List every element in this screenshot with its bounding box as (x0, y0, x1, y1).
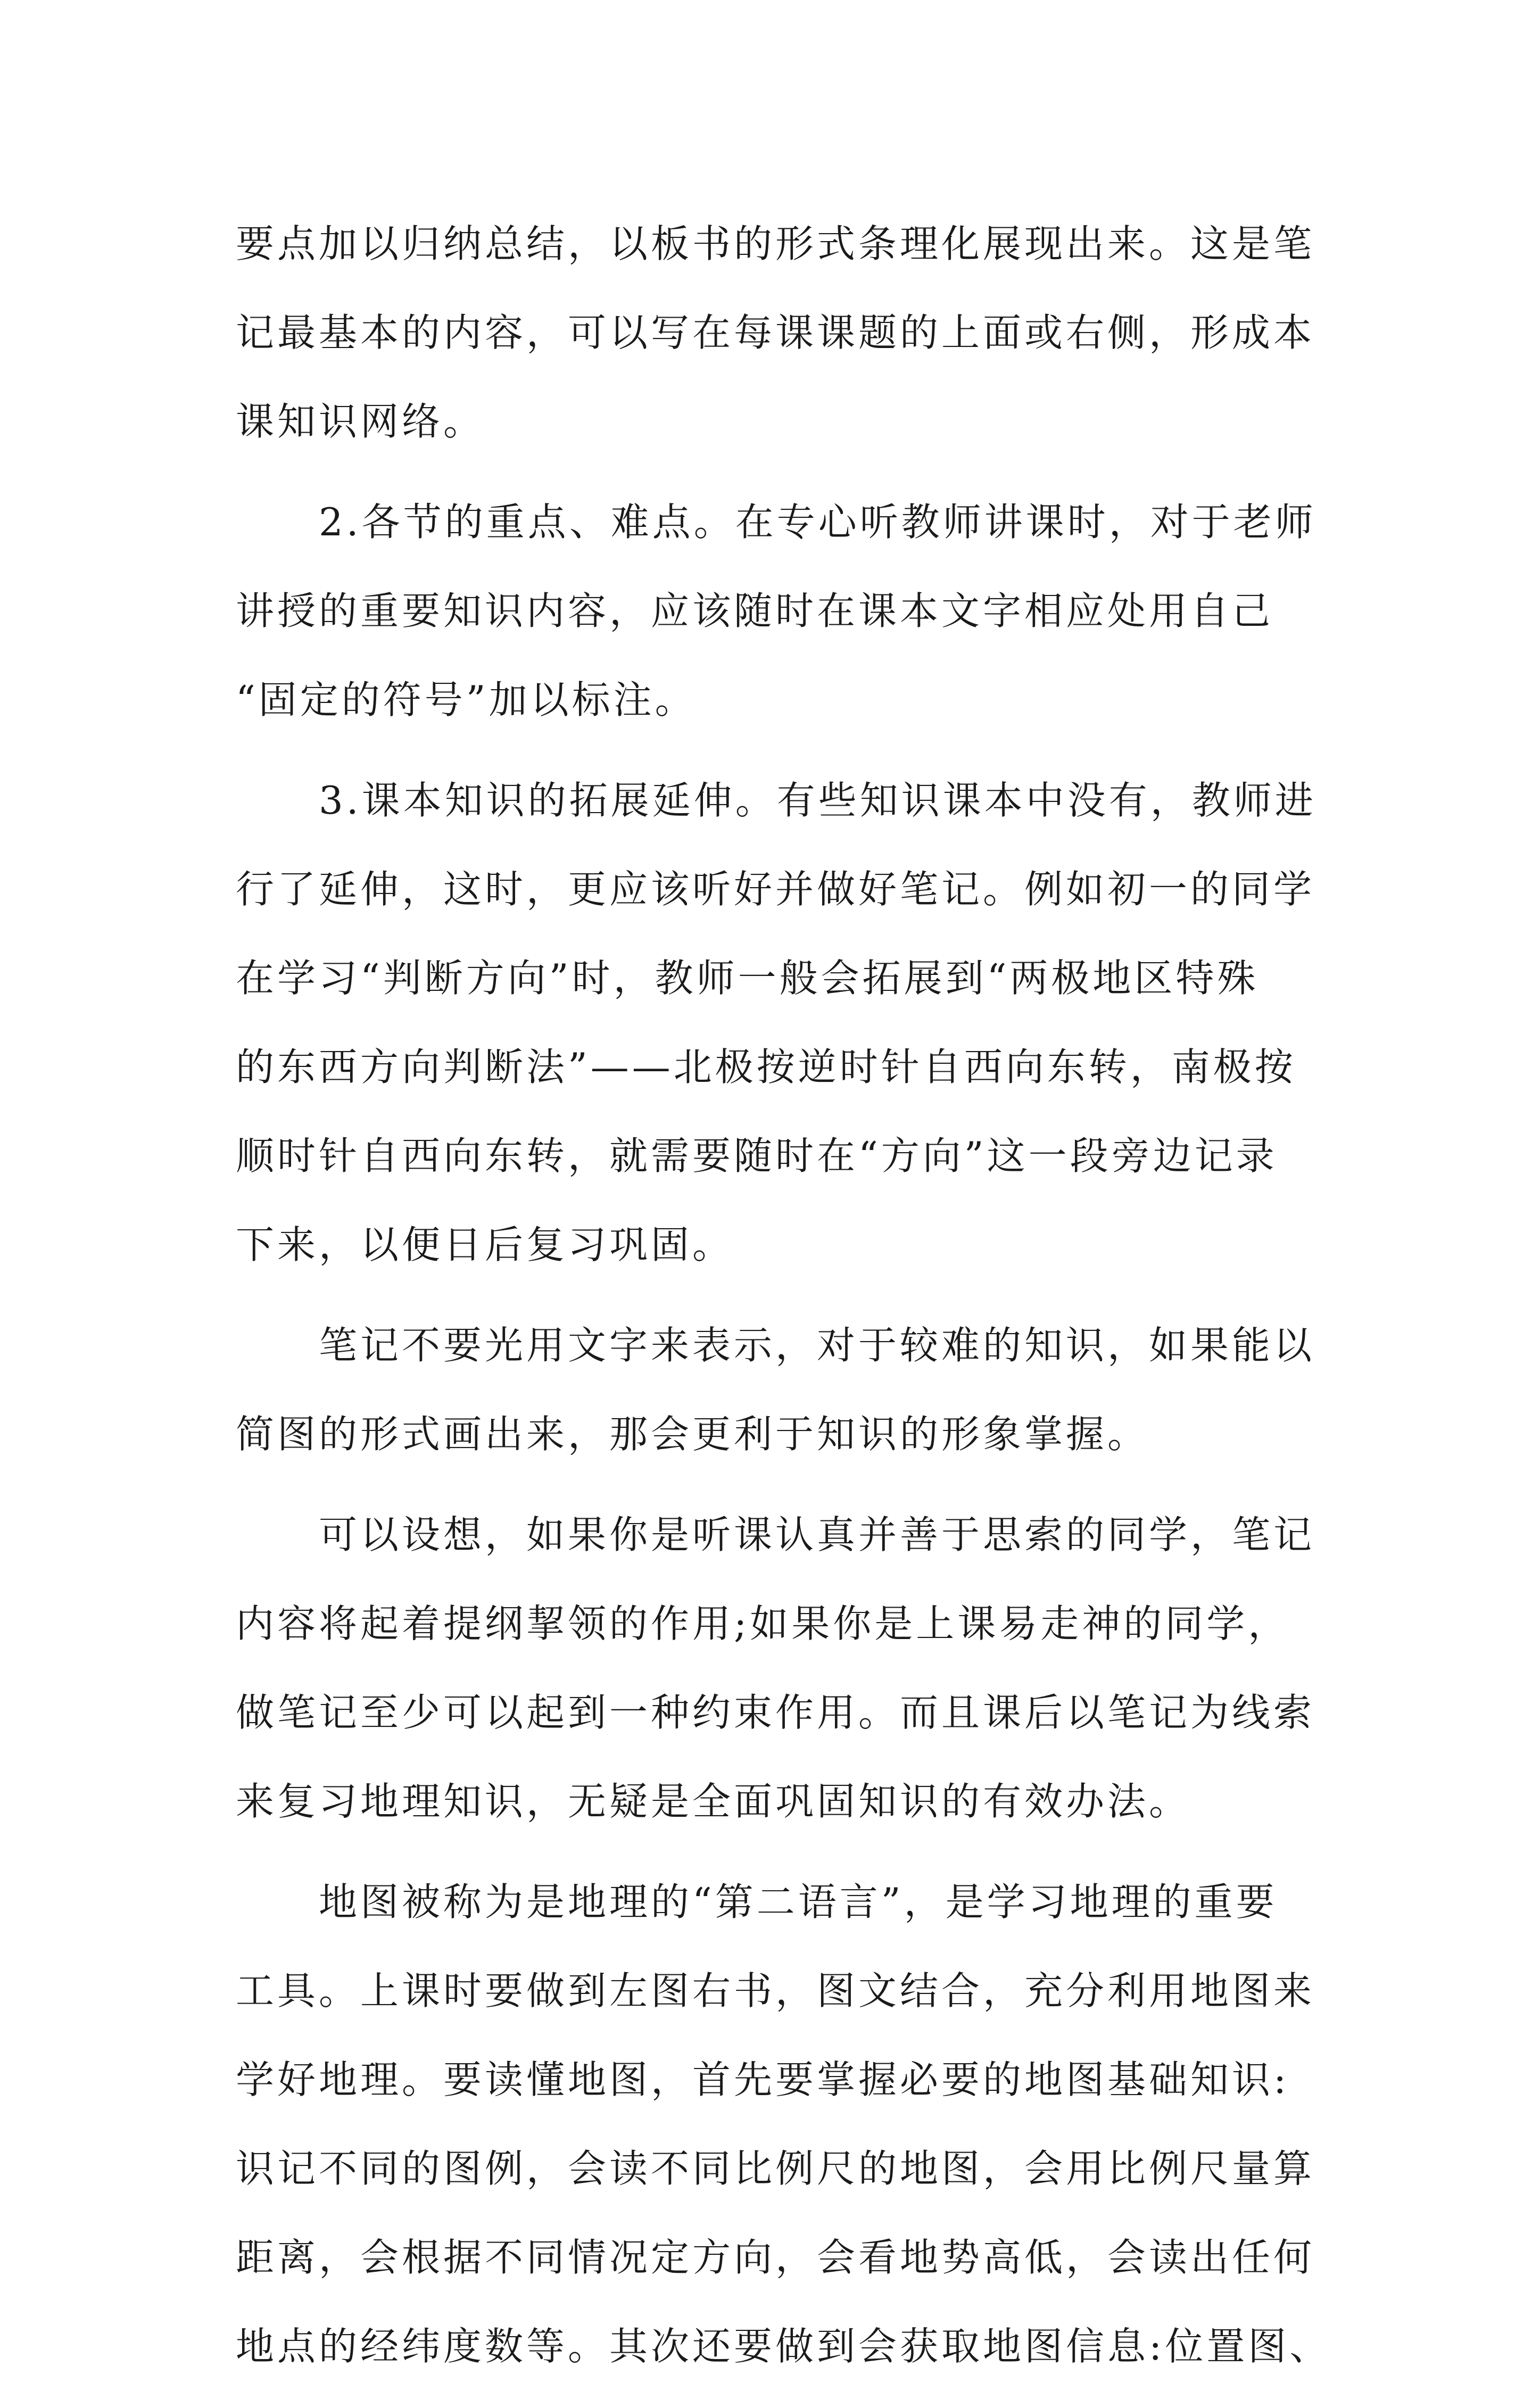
text-run: 笔记不要光用文字来表示，对于较难的知识，如果能以 (319, 1323, 1315, 1368)
text-line: 行了延伸，这时，更应该听好并做好笔记。例如初一的同学 (236, 867, 1315, 912)
body-text (236, 200, 1331, 2391)
text-line: 要点加以归纳总结，以板书的形式条理化展现出来。这是笔 (236, 221, 1315, 266)
paragraph-4 (236, 1301, 1321, 1479)
text-line: 下来，以便日后复习巩固。 (236, 1222, 734, 1267)
paragraph-5 (236, 1491, 1321, 1846)
text-line: 在学习“判断方向”时，教师一般会拓展到“两极地区特殊 (236, 956, 1259, 1000)
text-line: 记最基本的内容，可以写在每课课题的上面或右侧，形成本 (236, 310, 1315, 355)
text-line (236, 756, 1321, 845)
text-line: 距离，会根据不同情况定方向，会看地势高低，会读出任何 (236, 2235, 1315, 2280)
text-run: 地图被称为是地理的“第二语言”，是学习地理的重要 (319, 1880, 1278, 1924)
paragraph-gap (236, 1479, 1321, 1491)
paragraph-gap (236, 744, 1321, 756)
text-run: 3.课本知识的拓展延伸。有些知识课本中没有，教师进 (319, 778, 1317, 823)
text-line (236, 1301, 1321, 1390)
text-run: 可以设想，如果你是听课认真并善于思索的同学，笔记 (319, 1512, 1315, 1557)
text-line (236, 478, 1321, 567)
paragraph-1 (236, 200, 1321, 466)
paragraph-gap (236, 466, 1321, 478)
text-line: 课知识网络。 (236, 399, 485, 444)
text-line: 地点的经纬度数等。其次还要做到会获取地图信息:位置图、 (236, 2324, 1331, 2369)
text-line: 工具。上课时要做到左图右书，图文结合，充分利用地图来 (236, 1968, 1315, 2013)
text-line: 的东西方向判断法”——北极按逆时针自西向东转，南极按 (236, 1045, 1296, 1089)
text-line: 讲授的重要知识内容，应该随时在课本文字相应处用自己 (236, 589, 1274, 633)
text-line: 简图的形式画出来，那会更利于知识的形象掌握。 (236, 1412, 1149, 1457)
text-line (236, 1858, 1321, 1947)
text-line: 做笔记至少可以起到一种约束作用。而且课后以笔记为线索 (236, 1690, 1315, 1735)
paragraph-6 (236, 1858, 1331, 2391)
text-line: 顺时针自西向东转，就需要随时在“方向”这一段旁边记录 (236, 1134, 1278, 1178)
text-line: “固定的符号”加以标注。 (236, 677, 697, 722)
text-line: 来复习地理知识，无疑是全面巩固知识的有效办法。 (236, 1779, 1191, 1824)
paragraph-3 (236, 756, 1321, 1289)
paragraph-gap (236, 1846, 1321, 1858)
text-line: 学好地理。要读懂地图，首先要掌握必要的地图基础知识: (236, 2057, 1290, 2102)
text-line: 内容将起着提纲挈领的作用;如果你是上课易走神的同学， (236, 1601, 1290, 1646)
paragraph-gap (236, 1289, 1321, 1301)
text-line (236, 1491, 1321, 1579)
paragraph-2 (236, 478, 1321, 744)
text-line: 识记不同的图例，会读不同比例尺的地图，会用比例尺量算 (236, 2146, 1315, 2191)
text-run: 2.各节的重点、难点。在专心听教师讲课时，对于老师 (319, 500, 1317, 544)
